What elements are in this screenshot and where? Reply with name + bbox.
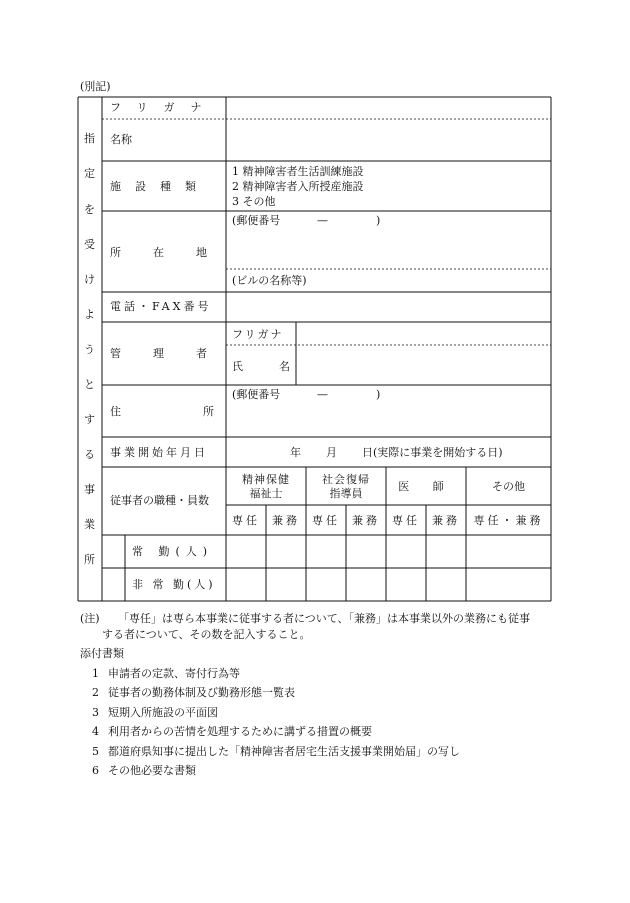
side-label-char: る <box>84 448 95 461</box>
job-header-rehab-line2: 指導員 <box>329 487 363 500</box>
location-label: 所在地 <box>110 246 239 259</box>
job-header-psw-line1: 精神保健 <box>242 473 290 486</box>
building-name-label: (ビルの名称等) <box>232 274 307 287</box>
start-year: 年 <box>290 446 301 459</box>
attachment-num: 1 <box>92 667 99 680</box>
nonregular-row-label: 非 常 勤(人) <box>132 578 216 591</box>
postal-close: ) <box>376 214 381 227</box>
note-line1: 「専任」は専ら本事業に従事する者について、「兼務」は本事業以外の業務にも従事 <box>118 612 531 625</box>
note-line2: する者について、その数を記入すること。 <box>102 628 311 641</box>
facility-type-option: 3 その他 <box>232 195 276 208</box>
attachment-item: 利用者からの苦情を処理するために講ずる措置の概要 <box>108 725 372 738</box>
job-header-doctor: 医 師 <box>398 480 454 493</box>
parttime-header: 兼務 <box>272 514 300 527</box>
side-label-char: 受 <box>84 238 95 251</box>
side-label-char: 事 <box>84 483 95 496</box>
address-postal-label: (郵便番号 <box>232 388 281 401</box>
side-label-char: 指 <box>84 132 95 145</box>
attachments-title: 添付書類 <box>80 647 124 660</box>
staff-label: 従事者の職種・員数 <box>110 494 209 507</box>
parttime-header: 兼務 <box>432 514 460 527</box>
side-label-char: よ <box>84 308 95 321</box>
attachment-item: 従事者の勤務体制及び勤務形態一覧表 <box>108 686 295 699</box>
fulltime-parttime-header: 専任・兼務 <box>473 514 544 527</box>
phone-fax-label: 電話・FAX番号 <box>110 300 212 313</box>
attachment-num: 2 <box>92 686 99 699</box>
fulltime-header: 専任 <box>312 514 340 527</box>
postal-code-label: (郵便番号 <box>232 214 281 227</box>
manager-furigana-label: フリガナ <box>232 328 284 341</box>
address-postal-close: ) <box>376 388 381 401</box>
start-date-label: 事業開始年月日 <box>110 446 208 459</box>
fulltime-header: 専任 <box>392 514 420 527</box>
attachment-num: 4 <box>92 725 99 738</box>
manager-label: 管理者 <box>110 347 239 360</box>
note-prefix: (注) <box>80 612 100 625</box>
side-label-char: す <box>84 413 95 426</box>
side-label-char: を <box>84 203 95 216</box>
facility-type-option: 1 精神障害者生活訓練施設 <box>232 165 364 178</box>
form-header: (別記) <box>80 80 111 93</box>
side-label-char: と <box>84 378 95 391</box>
side-label-char: 所 <box>84 553 95 566</box>
attachment-num: 3 <box>92 706 99 719</box>
start-day: 日(実際に事業を開始する日) <box>362 446 503 459</box>
attachment-num: 5 <box>92 745 99 758</box>
address-label: 住所 <box>110 405 296 418</box>
job-header-psw-line2: 福祉士 <box>249 487 283 500</box>
start-month: 月 <box>326 446 337 459</box>
manager-name-label: 氏名 <box>232 360 326 373</box>
facility-type-option: 2 精神障害者入所授産施設 <box>232 180 364 193</box>
postal-dash: — <box>317 214 328 227</box>
attachment-item: 申請者の定款、寄付行為等 <box>108 667 240 680</box>
attachment-item: 都道府県知事に提出した「精神障害者居宅生活支援事業開始届」の写し <box>108 745 460 758</box>
attachment-item: 短期入所施設の平面図 <box>108 706 218 719</box>
facility-type-label: 施設種類 <box>110 180 210 193</box>
side-label-char: け <box>84 273 95 286</box>
side-label-char: う <box>84 343 95 356</box>
furigana-label: フリガナ <box>110 101 218 114</box>
name-label: 名称 <box>110 133 132 146</box>
side-label-char: 定 <box>84 167 95 180</box>
side-label-char: 業 <box>84 518 95 531</box>
parttime-header: 兼務 <box>352 514 380 527</box>
attachment-num: 6 <box>92 764 99 777</box>
regular-row-label: 常 勤(人) <box>132 545 214 558</box>
job-header-other: その他 <box>492 480 525 493</box>
address-postal-dash: — <box>317 388 328 401</box>
job-header-rehab-line1: 社会復帰 <box>322 473 370 486</box>
attachment-item: その他必要な書類 <box>108 764 196 777</box>
fulltime-header: 専任 <box>232 514 260 527</box>
